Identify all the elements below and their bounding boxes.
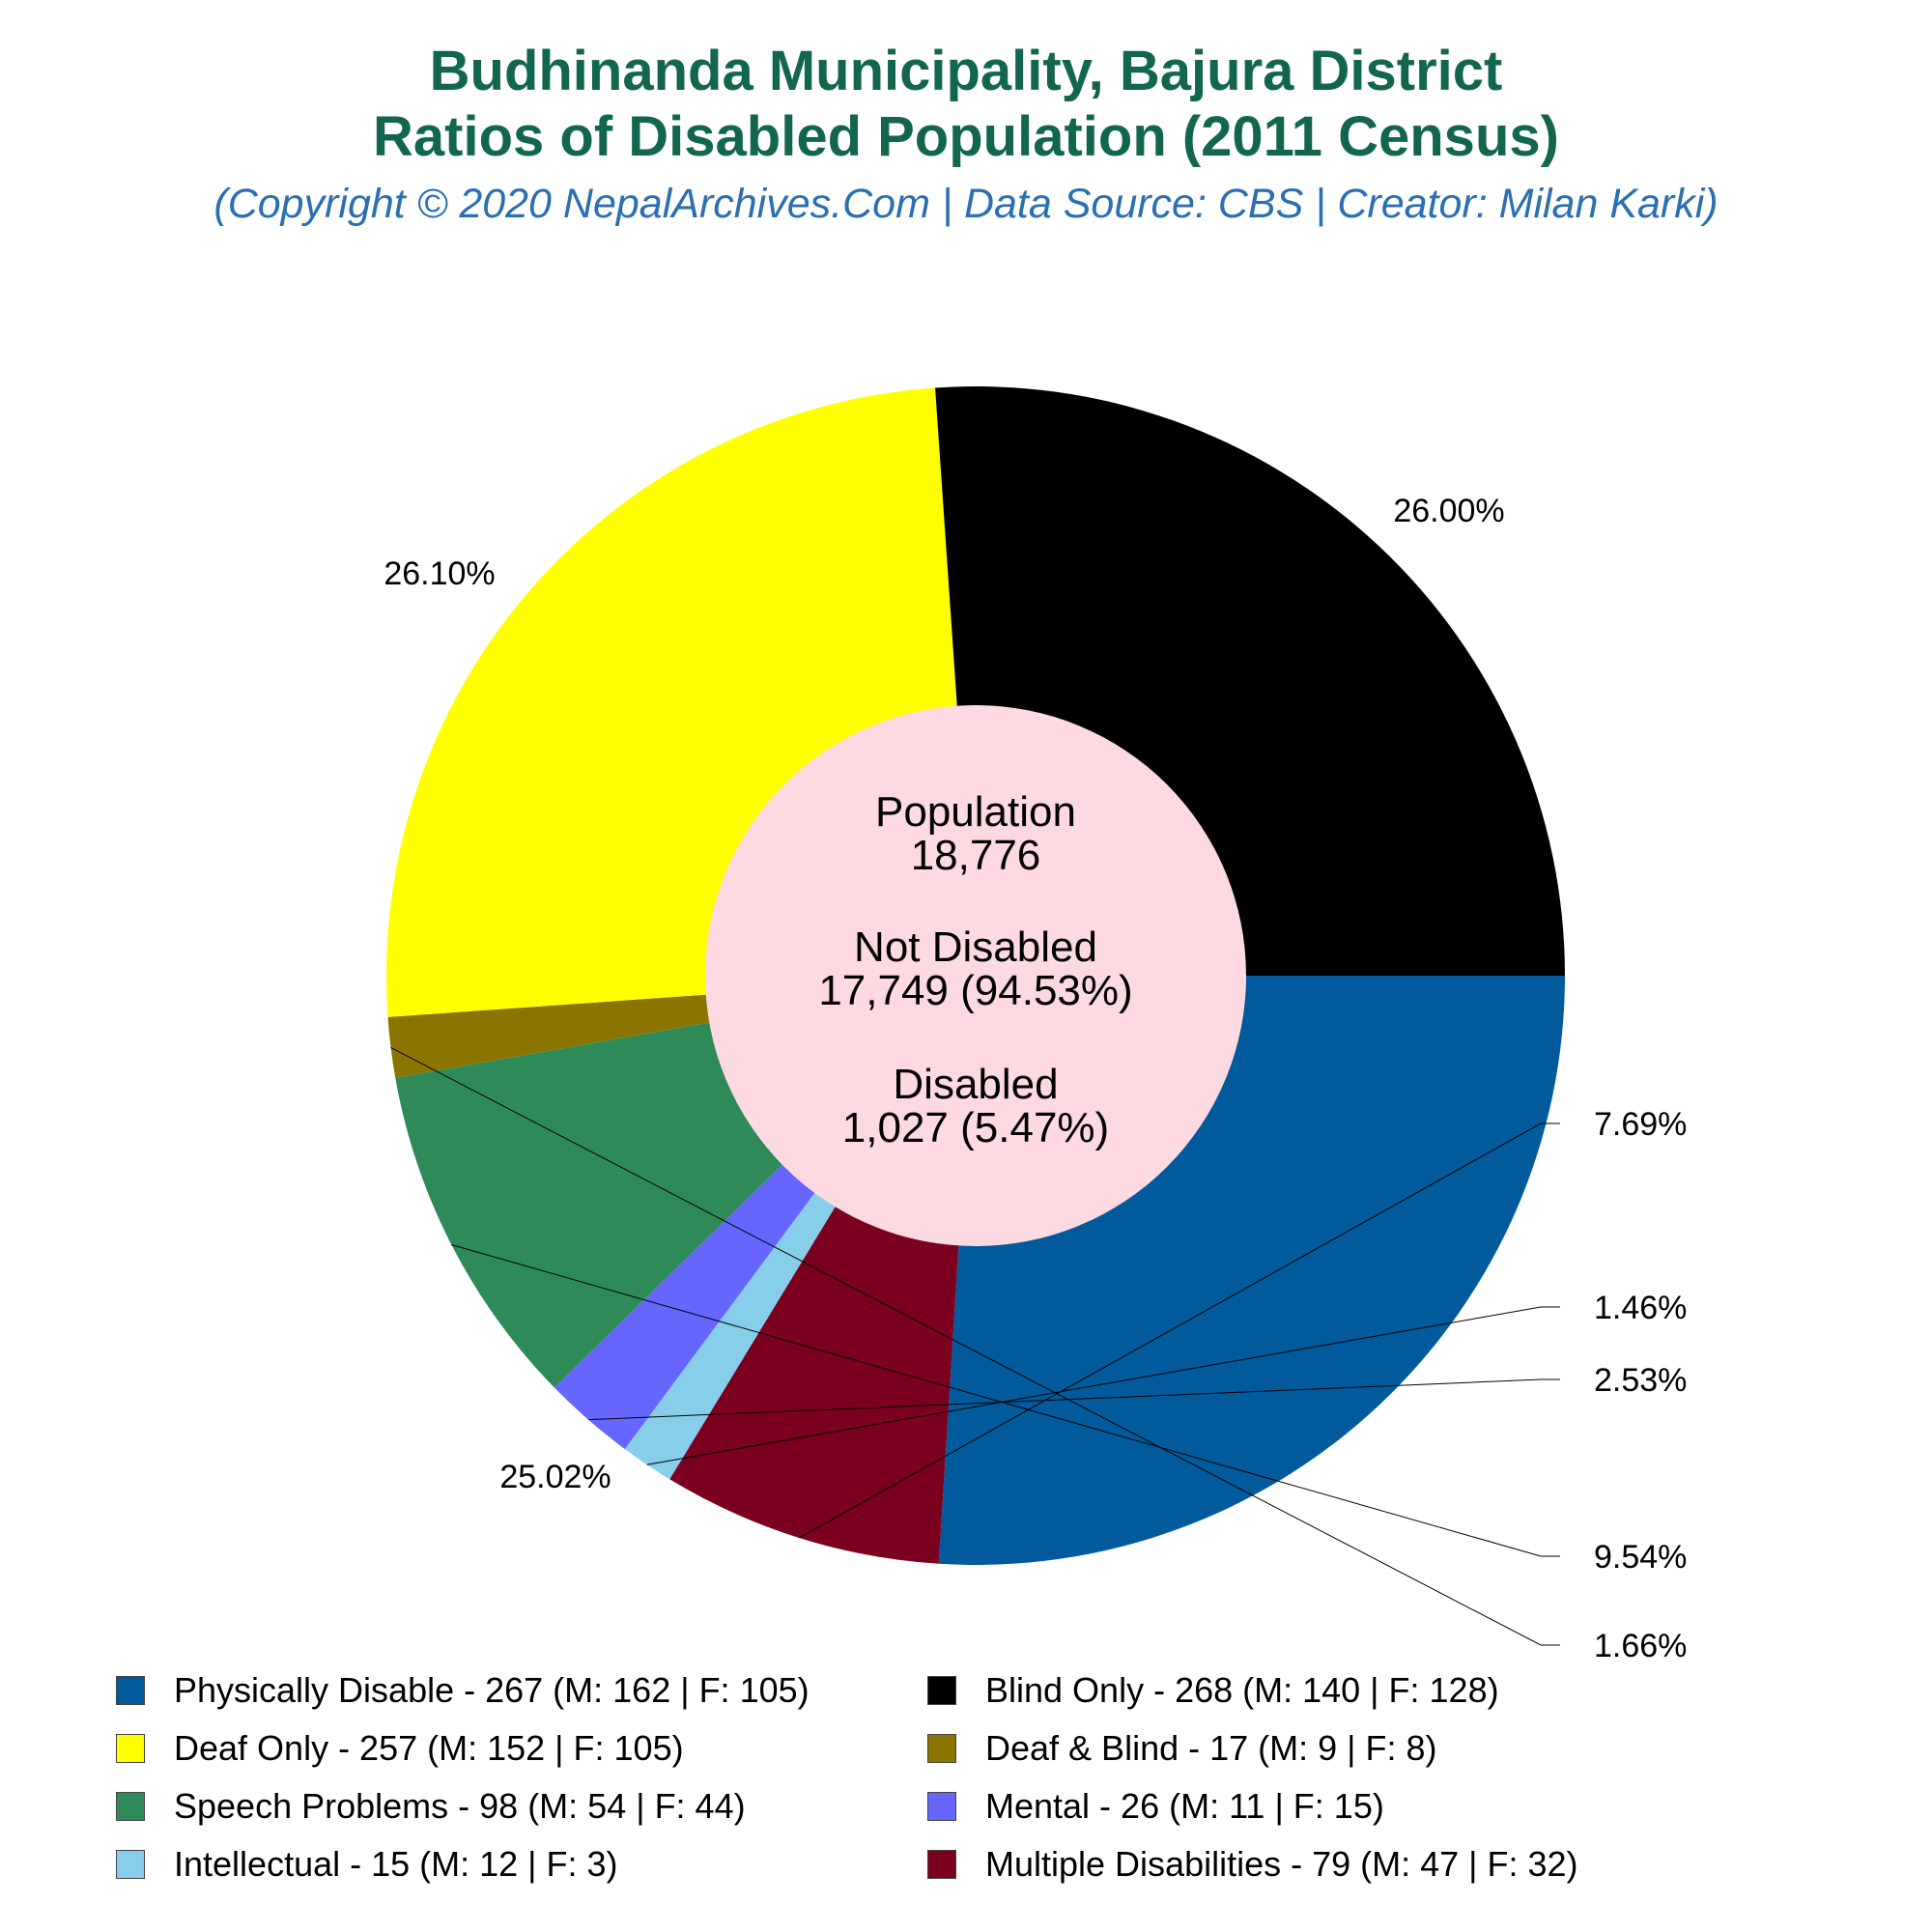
center-disabled-label: Disabled: [893, 1061, 1059, 1108]
percent-label: 1.66%: [1594, 1628, 1688, 1664]
legend-swatch: [116, 1676, 145, 1705]
center-disabled-value: 1,027 (5.47%): [841, 1104, 1110, 1151]
chart-title-line1: Budhinanda Municipality, Bajura District: [429, 40, 1503, 102]
percent-label: 7.69%: [1594, 1106, 1688, 1143]
legend-label: Speech Problems - 98 (M: 54 | F: 44): [174, 1786, 746, 1826]
legend-swatch: [927, 1792, 956, 1821]
percent-label: 26.00%: [1393, 493, 1505, 529]
legend-label: Mental - 26 (M: 11 | F: 15): [985, 1786, 1384, 1826]
legend-item-multiple-disabilities: [927, 1840, 1578, 1889]
percent-label: 25.02%: [499, 1459, 611, 1495]
legend-label: Deaf Only - 257 (M: 152 | F: 105): [174, 1728, 684, 1768]
legend-item-speech-problems: [116, 1782, 746, 1831]
percent-label: 1.46%: [1594, 1290, 1688, 1326]
legend-item-blind-only: [927, 1666, 1499, 1715]
legend-swatch: [927, 1850, 956, 1879]
legend-swatch: [116, 1792, 145, 1821]
center-not-disabled-value: 17,749 (94.53%): [818, 967, 1133, 1014]
legend-swatch: [927, 1734, 956, 1763]
legend-item-deaf-and-blind: [927, 1724, 1437, 1773]
percent-label: 26.10%: [384, 555, 496, 592]
legend-swatch: [116, 1850, 145, 1879]
chart-subtitle: (Copyright © 2020 NepalArchives.Com | Data Source: CBS | Creator: Milan Karki): [213, 181, 1719, 227]
center-population-value: 18,776: [910, 832, 1041, 879]
legend-label: Multiple Disabilities - 79 (M: 47 | F: 32): [985, 1844, 1578, 1884]
center-population-label: Population: [875, 788, 1076, 836]
legend-label: Physically Disable - 267 (M: 162 | F: 105): [174, 1670, 810, 1710]
legend-label: Deaf & Blind - 17 (M: 9 | F: 8): [985, 1728, 1437, 1768]
center-not-disabled-label: Not Disabled: [854, 923, 1097, 971]
percent-label: 9.54%: [1594, 1539, 1688, 1576]
legend-item-physically-disable: [116, 1666, 810, 1715]
legend-swatch: [927, 1676, 956, 1705]
legend-swatch: [116, 1734, 145, 1763]
chart-title-line2: Ratios of Disabled Population (2011 Census): [373, 105, 1559, 168]
percent-label: 2.53%: [1594, 1362, 1688, 1399]
legend-item-intellectual: [116, 1840, 618, 1889]
legend-item-mental: [927, 1782, 1384, 1831]
legend-item-deaf-only: [116, 1724, 684, 1773]
legend-label: Intellectual - 15 (M: 12 | F: 3): [174, 1844, 618, 1884]
legend-label: Blind Only - 268 (M: 140 | F: 128): [985, 1670, 1499, 1710]
